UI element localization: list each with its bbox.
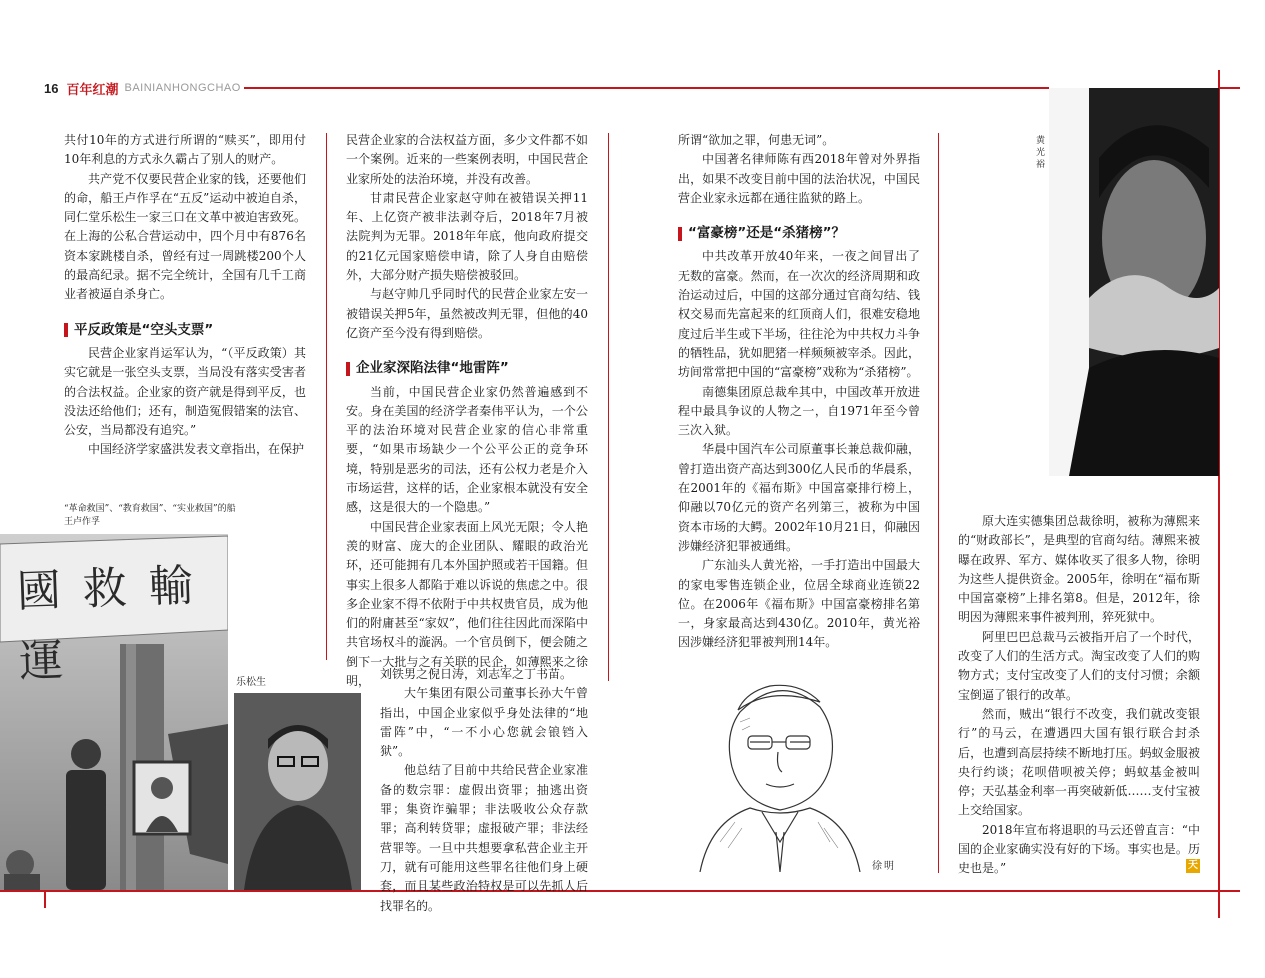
banner-photo: [0, 534, 228, 890]
paragraph: 华晨中国汽车公司原董事长兼总裁仰融，曾打造出资产高达到300亿人民币的华晨系，在2001年的《福布斯》中国富豪排行榜上，仰融以70亿元的资产名列第三，被称为中国资本市场的大鳄。2002年10月21日，仰融因涉嫌经济犯罪被通缉。: [678, 442, 920, 553]
heading-text: 企业家深陷法律“地雷阵”: [356, 360, 509, 377]
le-songsheng-photo: [234, 693, 361, 890]
xu-ming-sketch: [680, 672, 875, 872]
section-heading: [64, 321, 306, 340]
header-rule-right: [1218, 87, 1240, 89]
huang-guangyu-portrait: [1049, 88, 1219, 476]
heading-bar: [678, 227, 682, 241]
huang-guangyu-caption: 黄光裕: [1034, 135, 1044, 171]
paragraph: 民营企业家肖运军认为，“（平反政策）其实它就是一张空头支票，当局没有落实受害者的合法权益。企业家的资产就是得到平反，也没法还给他们；还有，制造冤假错案的法官、公安，当局都没有追究。”: [64, 345, 306, 438]
paragraph: 中国著名律师陈有西2018年曾对外界指出，如果不改变目前中国的法治状况，中国民营企业家永远都在通往监狱的路上。: [678, 152, 920, 205]
paragraph: 当前，中国民营企业家仍然普遍感到不安。身在美国的经济学者秦伟平认为，一个公平的法治环境对民营企业家的信心非常重要，“如果市场缺少一个公平公正的竞争环境，特别是恶劣的司法，还有公权力老是介入市场运营，这样的话，企业家根本就没有安全感，这是很大的一个隐患。”: [346, 384, 588, 515]
xu-ming-portrait: [680, 672, 875, 872]
paragraph: 广东汕头人黄光裕，一手打造出中国最大的家电零售连锁企业，位居全球商业连锁22位。在2006年《福布斯》中国富豪榜排名第一，身家最高达到430亿。2010年，黄光裕因涉嫌经济犯罪被判刑14年。: [678, 558, 920, 650]
section-heading: [678, 224, 920, 243]
magazine-pinyin: BAINIANHONGCHAO: [124, 82, 241, 94]
heading-bar: [64, 323, 68, 337]
huang-guangyu-photo: [1049, 88, 1219, 476]
crop-mark-bottom: [44, 890, 46, 908]
paragraph: 甘肃民营企业家赵守帅在被错误关押11年、上亿资产被非法剥夺后，2018年7月被法院判为无罪。2018年年底，他向政府提交的21亿元国家赔偿申请，除了人身自由赔偿外，大部分财产损失赔偿被驳回。: [346, 190, 588, 283]
heading-text: 平反政策是“空头支票”: [74, 321, 214, 338]
paragraph: 大午集团有限公司董事长孙大午曾指出，中国企业家似乎身处法律的“地雷阵”中，“一不小心您就会锒铛入狱”。: [380, 686, 588, 759]
column-2: [346, 131, 588, 691]
paragraph: 原大连实德集团总裁徐明，被称为薄熙来的“财政部长”，是典型的官商勾结。薄熙来被曝在政界、军方、媒体收买了很多人物，徐明为这些人提供资金。2005年，徐明在“福布斯中国富豪榜”上排名第8。但是，2012年，徐明因为薄熙来事件被判刑，猝死狱中。: [958, 514, 1200, 625]
column-2-lower: [380, 665, 588, 916]
heading-bar: [346, 362, 350, 376]
le-songsheng-caption: 乐松生: [236, 677, 266, 688]
paragraph: 南德集团原总裁牟其中，中国改革开放进程中最具争议的人物之一，自1971年至今曾三次入狱。: [678, 384, 920, 438]
paragraph-continuation: 刘铁男之倪日涛，刘志军之丁书苗。: [380, 667, 573, 681]
page-header: [44, 78, 241, 98]
paragraph: 与赵守帅几乎同时代的民营企业家左安一被错误关押5年，虽然被改判无罪，但他的40亿资产至今没有得到赔偿。: [346, 287, 588, 340]
section-heading: [346, 359, 588, 378]
column-divider-1: [326, 133, 327, 660]
banner-photo-caption: “革命救国”、“教育救国”、“实业救国”的船王卢作孚: [64, 504, 236, 527]
xu-ming-caption: 徐明: [872, 861, 896, 872]
banner-text: 國 救 輸 運: [15, 560, 198, 688]
heading-text: “富豪榜”还是“杀猪榜”？: [688, 225, 845, 242]
paragraph: 中国经济学家盛洪发表文章指出，在保护: [88, 442, 305, 457]
page-number: 16: [44, 80, 59, 96]
header-rule: [244, 87, 1049, 89]
footer-rule: [0, 890, 1240, 892]
le-songsheng-portrait: [234, 693, 361, 890]
paragraph: 然而，贼出“银行不改变，我们就改变银行”的马云，在遭遇四大国有银行联合封杀后，也遭到高层持续不断地打压。蚂蚁金服被央行约谈；花呗借呗被关停；蚂蚁基金被叫停；天弘基金利率一再突破新低……支付宝被上交给国家。: [958, 706, 1200, 818]
paragraph: 中共改革开放40年来，一夜之间冒出了无数的富豪。然而，在一次次的经济周期和政治运动过后，中国的这部分通过官商勾结、钱权交易而先富起来的红顶商人们，很难安稳地度过后半生或下半场，往往沦为中共权力斗争的牺牲品，犹如肥猪一样频频被宰杀。因此，坊间常常把中国的“富豪榜”戏称为“杀猪榜”。: [678, 249, 920, 380]
paragraph: 他总结了目前中共给民营企业家准备的数宗罪：虚假出资罪；抽逃出资罪；集资诈骗罪；非法吸收公众存款罪；高利转贷罪；虚报破产罪；非法经营罪等。一旦中共想要拿私营企业主开刀，就有可能用这些罪名往他们身上硬套，而且某些政治特权是可以先抓人后找罪名的。: [380, 763, 588, 913]
column-1: [64, 131, 306, 460]
column-divider-2: [608, 133, 609, 681]
paragraph: 民营企业家的合法权益方面，多少文件都不如一个案例。近来的一些案例表明，中国民营企业家所处的法治环境，并没有改善。: [346, 133, 588, 186]
magazine-title: 百年红潮: [66, 82, 119, 98]
column-3: [678, 131, 920, 653]
end-mark: 天: [1188, 860, 1198, 871]
paragraph: 阿里巴巴总裁马云被指开启了一个时代，改变了人们的生活方式。淘宝改变了人们的购物方式；支付宝改变了人们的支付习惯；余额宝倒逼了银行的改革。: [958, 629, 1200, 702]
paragraph: 共产党不仅要民营企业家的钱，还要他们的命，船王卢作孚在“五反”运动中被迫自杀，同仁堂乐松生一家三口在文革中被迫害致死。在上海的公私合营运动中，四个月中有876名资本家跳楼自杀，曾经有过一周跳楼200个人的最高纪录。据不完全统计，全国有几千工商业者被逼自杀身亡。: [64, 171, 306, 302]
column-4: [958, 512, 1200, 879]
paragraph: 2018年宣布将退职的马云还曾直言：“中国的企业家确实没有好的下场。事实也是。历史也是。”: [958, 822, 1200, 876]
paragraph: 共付10年的方式进行所谓的“赎买”，即用付10年利息的方式永久霸占了别人的财产。: [64, 133, 306, 167]
paragraph: 中国民营企业家表面上风光无限；令人艳羡的财富、庞大的企业团队、耀眼的政治光环，还可能拥有几本外国护照或若干国籍。但事实上很多人都陷于难以诉说的焦虑之中。很多企业家不得不依附于中共权贵官员，成为他们的附庸甚至“家奴”，他们往往因此而深陷中共官场权斗的漩涡。一个官员倒下，便会随之倒下一大批与之有关联的民企，如薄熙来之徐明，: [346, 519, 588, 689]
paragraph: 所谓“欲加之罪，何患无词”。: [678, 133, 835, 147]
column-divider-3: [938, 133, 939, 873]
